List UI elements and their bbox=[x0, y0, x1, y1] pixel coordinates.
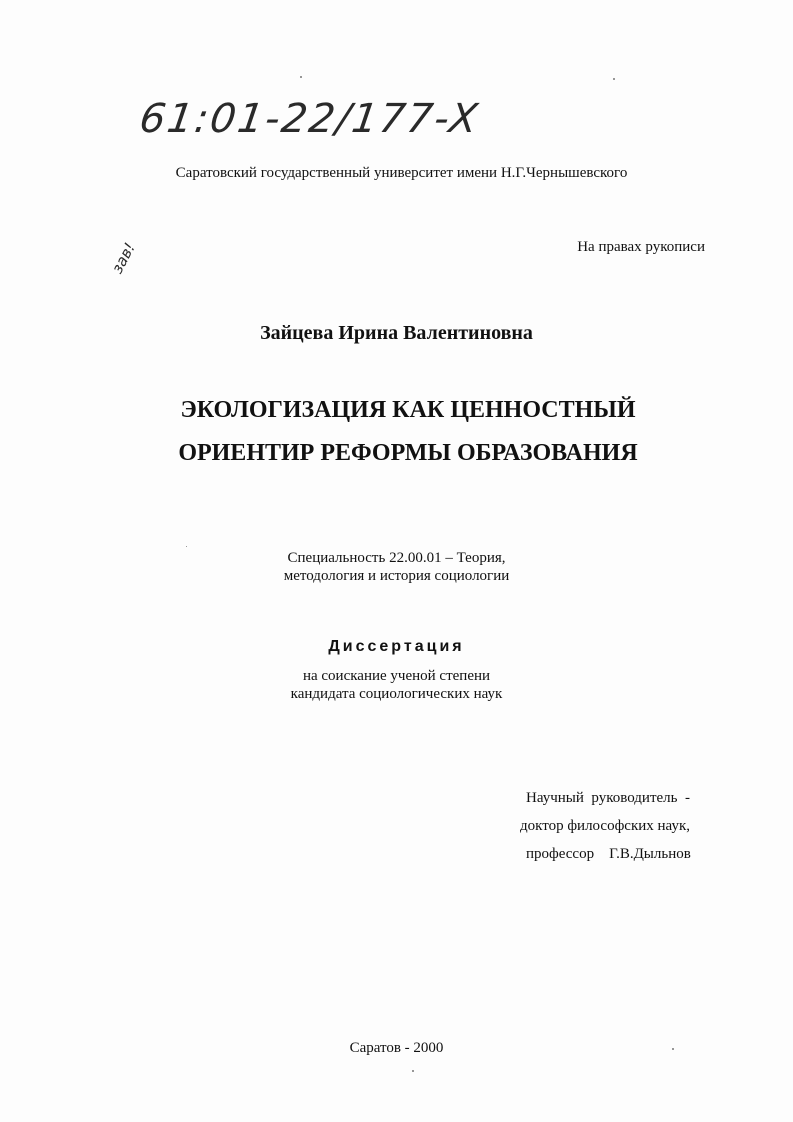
dissertation-title-line-2: ОРИЕНТИР РЕФОРМЫ ОБРАЗОВАНИЯ bbox=[178, 440, 638, 466]
scan-speck bbox=[412, 1070, 414, 1072]
advisor-line-2: доктор философских наук, bbox=[520, 818, 690, 834]
author-name: Зайцева Ирина Валентиновна bbox=[260, 322, 533, 344]
specialty-line-2: методология и история социологии bbox=[283, 568, 510, 584]
advisor-line-1: Научный руководитель - bbox=[526, 790, 690, 806]
degree-line-1: на соискание ученой степени bbox=[302, 668, 491, 684]
handwritten-catalog-number: 61:01-22/177-X bbox=[136, 96, 483, 142]
scan-speck bbox=[672, 1048, 674, 1050]
scan-speck bbox=[186, 546, 187, 547]
scan-speck bbox=[613, 78, 615, 80]
dissertation-title-line-1: ЭКОЛОГИЗАЦИЯ КАК ЦЕННОСТНЫЙ bbox=[180, 397, 636, 423]
advisor-line-3: профессор Г.В.Дыльнов bbox=[526, 846, 691, 862]
scan-speck bbox=[300, 76, 302, 78]
university-name: Саратовский государственный университет имени Н.Г.Чернышевского bbox=[175, 165, 628, 181]
handwritten-margin-note: зав! bbox=[108, 239, 139, 277]
degree-line-2: кандидата социологических наук bbox=[290, 686, 503, 702]
city-and-year: Саратов - 2000 bbox=[349, 1040, 444, 1056]
specialty-line-1: Специальность 22.00.01 – Теория, bbox=[287, 550, 506, 566]
manuscript-rights-note: На правах рукописи bbox=[577, 239, 705, 255]
document-type: Диссертация bbox=[328, 638, 465, 655]
